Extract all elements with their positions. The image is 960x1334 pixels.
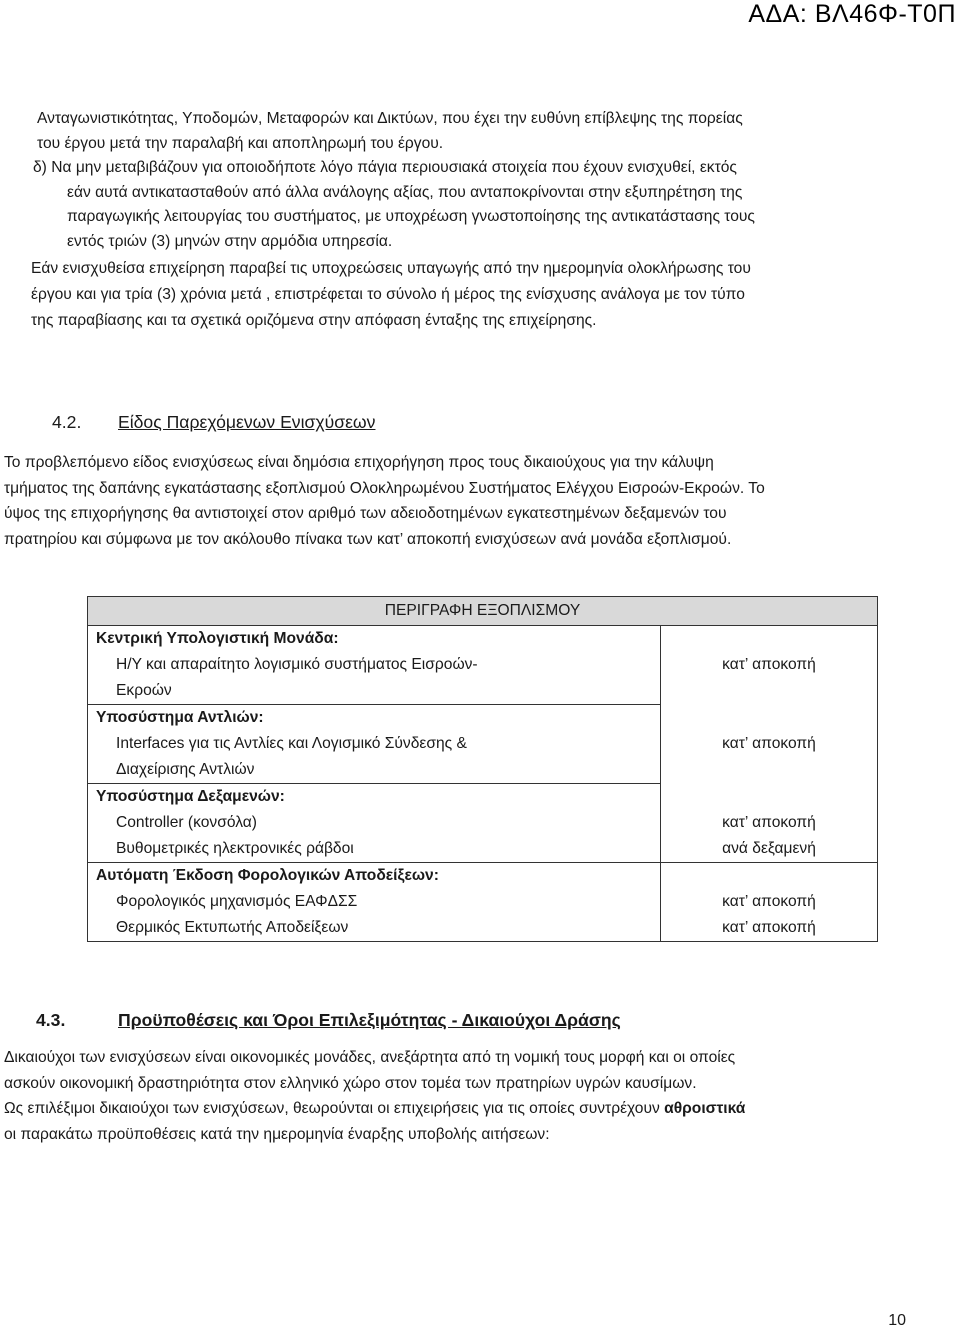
table-row bbox=[88, 863, 878, 890]
category-label: Υποσύστημα Αντλιών: bbox=[96, 709, 264, 726]
item-line: Θερμικός Εκτυπωτής Αποδείξεων bbox=[116, 919, 349, 936]
value-cell: κατ’ αποκοπή bbox=[661, 915, 878, 942]
category-label: Κεντρική Υπολογιστική Μονάδα: bbox=[96, 630, 339, 647]
section-number: 4.3. bbox=[36, 1010, 66, 1030]
text-line: δ) Να μην μεταβιβάζουν για οποιοδήποτε λόγο πάγια περιουσιακά στοιχεία που έχουν ενισχυθεί, εκτός bbox=[33, 159, 737, 176]
text-line bbox=[4, 1096, 745, 1122]
table-header: ΠΕΡΙΓΡΑΦΗ ΕΞΟΠΛΙΣΜΟΥ bbox=[88, 597, 878, 626]
table-row bbox=[88, 705, 878, 732]
item-line: Εκροών bbox=[88, 678, 661, 705]
section-heading-4-2 bbox=[52, 412, 375, 433]
value-cell: ανά δεξαμενή bbox=[661, 836, 878, 863]
text-line: ύψος της επιχορήγησης θα αντιστοιχεί στον αριθμό των αδειοδοτημένων εγκατεστημένων δεξαμενών του bbox=[4, 505, 727, 522]
table-row bbox=[88, 915, 878, 942]
paragraph-obligations-end bbox=[37, 107, 743, 156]
table-row bbox=[88, 889, 878, 915]
table-row bbox=[88, 810, 878, 836]
value-cell: κατ’ αποκοπή bbox=[661, 889, 878, 915]
table-row bbox=[88, 626, 878, 653]
text-line: Δικαιούχοι των ενισχύσεων είναι οικονομικές μονάδες, ανεξάρτητα από τη νομική τους μορφή και οι οποίες bbox=[4, 1049, 736, 1066]
text-span: Ως επιλέξιμοι δικαιούχοι των ενισχύσεων, θεωρούνται οι επιχειρήσεις για τις οποίες συντρέχουν bbox=[4, 1100, 665, 1117]
text-line: Εάν ενισχυθείσα επιχείρηση παραβεί τις υποχρεώσεις υπαγωγής από την ημερομηνία ολοκλήρωσης του bbox=[31, 260, 751, 277]
text-line: ασκούν οικονομική δραστηριότητα στον ελληνικό χώρο στον τομέα των πρατηρίων υγρών καυσίμων. bbox=[4, 1074, 697, 1092]
page-number: 10 bbox=[888, 1312, 906, 1329]
ada-code: ΑΔΑ: ΒΛ46Φ-Τ0Π bbox=[748, 0, 956, 28]
table-row bbox=[88, 784, 878, 811]
equipment-table bbox=[87, 596, 878, 942]
empty-cell bbox=[661, 784, 878, 811]
section-title: Προϋποθέσεις και Όροι Επιλεξιμότητας - Δικαιούχοι Δράσης bbox=[118, 1010, 621, 1030]
text-line: έργου και για τρία (3) χρόνια μετά , επιστρέφεται το σύνολο ή μέρος της ενίσχυσης ανάλογα με τον τύπο bbox=[31, 286, 745, 303]
text-line: εντός τριών (3) μηνών στην αρμόδια υπηρεσία. bbox=[67, 232, 393, 250]
item-line: Διαχείρισης Αντλιών bbox=[88, 757, 661, 784]
item-line: Interfaces για τις Αντλίες και Λογισμικό Σύνδεσης & bbox=[116, 735, 467, 752]
value-cell: κατ’ αποκοπή bbox=[661, 705, 878, 784]
empty-cell bbox=[661, 863, 878, 890]
category-label: Υποσύστημα Δεξαμενών: bbox=[96, 788, 285, 805]
value-cell: κατ’ αποκοπή bbox=[661, 626, 878, 705]
text-line: παραγωγικής λειτουργίας του συστήματος, με υποχρέωση γνωστοποίησης της αντικατάστασης τους bbox=[67, 208, 755, 226]
text-line: Ανταγωνιστικότητας, Υποδομών, Μεταφορών και Δικτύων, που έχει την ευθύνη επίβλεψης της πορείας bbox=[37, 110, 743, 127]
paragraph-beneficiaries bbox=[4, 1045, 745, 1147]
text-line: εάν αυτά αντικατασταθούν από άλλα ανάλογης αξίας, που ανταποκρίνονται στην εξυπηρέτηση της bbox=[67, 183, 743, 201]
text-line: τμήματος της δαπάνης εγκατάστασης εξοπλισμού Ολοκληρωμένου Συστήματος Ελέγχου Εισροών-Εκροών. Το bbox=[4, 479, 765, 497]
table-row bbox=[88, 836, 878, 863]
section-title: Είδος Παρεχόμενων Ενισχύσεων bbox=[118, 412, 376, 432]
text-line: Το προβλεπόμενο είδος ενισχύσεως είναι δημόσια επιχορήγηση προς τους δικαιούχους για την κάλυψη bbox=[4, 454, 714, 471]
text-line: της παραβίασης και τα σχετικά οριζόμενα στην απόφαση ένταξης της επιχείρησης. bbox=[31, 312, 597, 329]
item-line: Φορολογικός μηχανισμός ΕΑΦΔΣΣ bbox=[116, 893, 358, 910]
value-cell: κατ’ αποκοπή bbox=[661, 810, 878, 836]
text-line: πρατηρίου και σύμφωνα με τον ακόλουθο πίνακα των κατ’ αποκοπή ενισχύσεων ανά μονάδα εξοπλισμού. bbox=[4, 530, 732, 548]
item-line: Βυθομετρικές ηλεκτρονικές ράβδοι bbox=[88, 836, 661, 863]
category-label: Αυτόματη Έκδοση Φορολογικών Αποδείξεων: bbox=[96, 867, 439, 884]
section-number: 4.2. bbox=[52, 412, 82, 432]
paragraph-aid-type bbox=[4, 450, 765, 552]
emphasis-text: αθροιστικά bbox=[664, 1100, 746, 1117]
paragraph-obligation-d bbox=[33, 156, 755, 254]
item-line: Η/Υ και απαραίτητο λογισμικό συστήματος Εισροών- bbox=[116, 656, 478, 673]
item-line: Controller (κονσόλα) bbox=[116, 814, 257, 831]
paragraph-violation bbox=[31, 256, 751, 334]
table-header-row bbox=[88, 597, 878, 626]
section-heading-4-3 bbox=[36, 1010, 621, 1031]
text-line: του έργου μετά την παραλαβή και αποπληρωμή του έργου. bbox=[37, 134, 444, 152]
text-line: οι παρακάτω προϋποθέσεις κατά την ημερομηνία έναρξης υποβολής αιτήσεων: bbox=[4, 1125, 550, 1143]
